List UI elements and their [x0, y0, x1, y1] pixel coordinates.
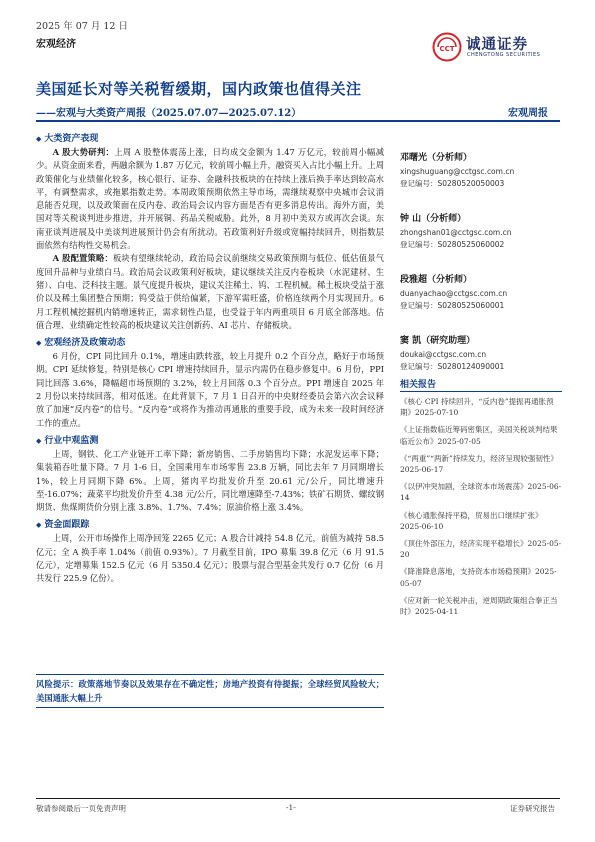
logo-mark-text: CCT — [439, 45, 455, 53]
related-reports-list — [400, 396, 562, 623]
analyst-sidebar — [400, 128, 562, 372]
paragraph: 6 月份，CPI 同比回升 0.1%，增速由跌转涨，较上月提升 0.2 个百分点，略好于市场预期。CPI 延续修复，特别是核心 CPI 增速持续回升，显示内需仍在稳步修复中。6 月份，PPI 同比回落 3.6%，降幅超市场预期的 3.2%，较上月回落 0.3 个百分点。PPI 增速自 2025 年 2 月份以来持续回落，相对低迷。在此背景下，7 月 1 日召开的中央财经委员会第六次会议释放了加速“反内卷”的信号。“反内卷”或将作为推动再通胀的重要手段，成为未来一段时间经济工作的重点。 — [36, 351, 384, 428]
related-report-link[interactable]: 《上证指数临近筹码密集区，美国关税谈判结果临近公布》2025-07-05 — [400, 425, 558, 446]
section-heading: ◆ 行业中观监测 — [36, 435, 99, 446]
risk-warning-box — [36, 674, 384, 708]
analyst-cert: 登记编号：S0280525060001 — [400, 301, 505, 310]
logo-mark-icon — [432, 32, 462, 62]
section-industry-monitor — [36, 433, 384, 514]
analyst-name: 钟 山（分析师） — [400, 214, 467, 224]
analyst-cert: 登记编号：S0280520050003 — [400, 179, 505, 188]
paragraph: 上周，公开市场操作上周净回笼 2265 亿元；A 股合计减持 54.8 亿元，前值为减持 58.5 亿元；全 A 换手率 1.04%（前值 0.93%）。7 月截至目前，IPO 募集 39.8 亿元（6 月 91.5 亿元），定增募集 152.5 亿元（6 月 5350.4 亿元）；股票与混合型基金共发行 0.7 亿份（6 月共发行 225.9 亿份）。 — [36, 533, 384, 584]
paragraph: A 股配置策略：板块有望继续轮动，政治局会议前继续交易政策预期与低位、低估值景气度回升品种与业绩白马。政治局会议政策利好板块，建议继续关注反内卷板块（水泥建材、生猪）、白电、泛科技主题。景气度提升板块，建议关注稀土、钨、工程机械。稀土板块受益于涨价以及稀土集团整合预期；钨受益于供给偏紧，下游军需旺盛，价格连续两个月实现回升。6 月工程机械挖掘机内销增速转正，需求韧性凸显，也受益于年内两重项目 6 月底全部落地。估值合理、业绩确定性较高的板块建议关注创新药、AI 芯片、存储板块。 — [36, 253, 384, 330]
logo-name-cn: 诚通证券 — [466, 37, 528, 53]
analyst-name: 段雅超（分析师） — [400, 275, 473, 285]
analyst-name: 窦 凯（研究助理） — [400, 336, 476, 346]
analyst-name: 邓曙光（分析师） — [400, 153, 473, 163]
risk-warning: 风险提示：政策落地节奏以及效果存在不确定性；房地产投资有待提振；全球经贸风险较大；美国通胀大幅上升 — [36, 679, 384, 703]
paragraph: A 股大势研判：上周 A 股整体震荡上涨，日均成交金额为 1.47 万亿元，较前周小幅减少。从资金面来看，两融余额为 1.87 万亿元，较前周小幅上升，融资买入占比小幅上升。上周政策催化与业绩催化较多，核心银行、证券、金融科技板块的在持续上涨后换手率达到较高水平，有调整需求，或拖累指数走势。本周政策预期依然主导市场，需继续观察中央城市会议消息能否兑现，以及政策面在反内卷、政治局会议内容方面是否有更多消息传出。海外方面，美国对等关税谈判进步推进，并开展铜、药品关税威胁。此外，8 月初中美双方或再次会谈。东南亚谈判进展及中美谈判进展预计仍会有所扰动。若政策利好升级或宽幅持续回升，则指数层面依然有结构性交易机会。 — [36, 147, 384, 251]
company-logo — [432, 30, 562, 64]
related-report-link[interactable]: 《应对新一轮关税冲击，逆周期政策组合拳正当时》2025-04-11 — [400, 595, 558, 617]
footer-label: 证券研究报告 — [510, 804, 555, 813]
related-report-link[interactable]: 《降准降息落地，支持资本市场稳预期》2025-05-07 — [400, 567, 557, 588]
analyst-card — [400, 272, 562, 311]
analyst-email[interactable]: xingshuguang@cctgsc.com.cn — [400, 167, 515, 176]
related-reports-divider — [400, 391, 562, 392]
related-reports-title: 相关报告 — [400, 380, 437, 390]
analyst-cert: 登记编号：S0280525060002 — [400, 240, 505, 249]
logo-name-en: CHENGTONG SECURITIES — [467, 52, 541, 58]
section-macro-policy — [36, 335, 384, 430]
report-type: 宏观周报 — [508, 108, 548, 119]
analyst-email[interactable]: zhongshan01@cctgsc.com.cn — [400, 228, 512, 237]
analyst-email[interactable]: duanyachao@cctgsc.com.cn — [400, 289, 508, 298]
analyst-cert: 登记编号：S0280124090001 — [400, 362, 505, 371]
diamond-bullet-icon: ◆ — [36, 436, 42, 445]
analyst-card — [400, 333, 562, 372]
related-report-link[interactable]: 《以伊冲突加剧，全球资本市场震荡》2025-06-14 — [400, 482, 562, 503]
report-subtitle: ——宏观与大类资产周报（2025.07.07—2025.07.12） — [36, 108, 302, 119]
section-heading: ◆ 宏观经济及政策动态 — [36, 338, 126, 349]
section-heading: ◆ 资金面跟踪 — [36, 520, 90, 531]
related-report-link[interactable]: 《顶住外部压力，经济实现平稳增长》2025-05-20 — [400, 539, 562, 560]
report-date: 2025 年 07 月 12 日 — [36, 21, 128, 32]
report-title: 美国延长对等关税暂缓期，国内政策也值得关注 — [36, 80, 362, 98]
related-report-link[interactable]: 《“两重”“两新”持续发力，经济呈现较强韧性》2025-06-17 — [400, 453, 558, 475]
paragraph: 上周，钢铁、化工产业链开工率下降；新房销售、二手房销售均下降；水泥发运率下降；集装箱吞吐量下降。7 月 1-6 日，全国乘用车市场零售 23.8 万辆，同比去年 7 月同期增长 1%，较上月同期下降 6%。上周，猪肉平均批发价升至 20.61 元/公斤，同比增速升至-16.07%；蔬菜平均批发价升至 4.38 元/公斤，同比增速降至-7.43%；铁矿石期货、螺纹钢期货、焦煤期货价分别上涨 3.8%、1.7%、7.4%；原油价格上涨 3.4%。 — [36, 448, 384, 513]
analyst-email[interactable]: doukai@cctgsc.com.cn — [400, 350, 487, 359]
page-number: -1- — [286, 803, 296, 812]
section-heading: ◆ 大类资产表现 — [36, 134, 99, 144]
related-report-link[interactable]: 《核心通胀保持平稳，贸易出口继续扩张》2025-06-10 — [400, 510, 543, 531]
footer-divider — [36, 798, 560, 799]
section-liquidity — [36, 517, 384, 585]
section-asset-performance — [36, 131, 384, 332]
diamond-bullet-icon: ◆ — [36, 135, 42, 143]
main-content — [36, 128, 384, 586]
title-divider — [36, 120, 560, 122]
analyst-card — [400, 150, 562, 189]
diamond-bullet-icon: ◆ — [36, 339, 42, 348]
diamond-bullet-icon: ◆ — [36, 521, 42, 530]
footer-disclaimer: 敬请参阅最后一页免责声明 — [36, 804, 126, 813]
analyst-card — [400, 211, 562, 250]
report-category: 宏观经济 — [36, 39, 76, 50]
related-report-link[interactable]: 《核心 CPI 持续回升，“反内卷”提振再通胀预期》2025-07-10 — [400, 397, 554, 418]
